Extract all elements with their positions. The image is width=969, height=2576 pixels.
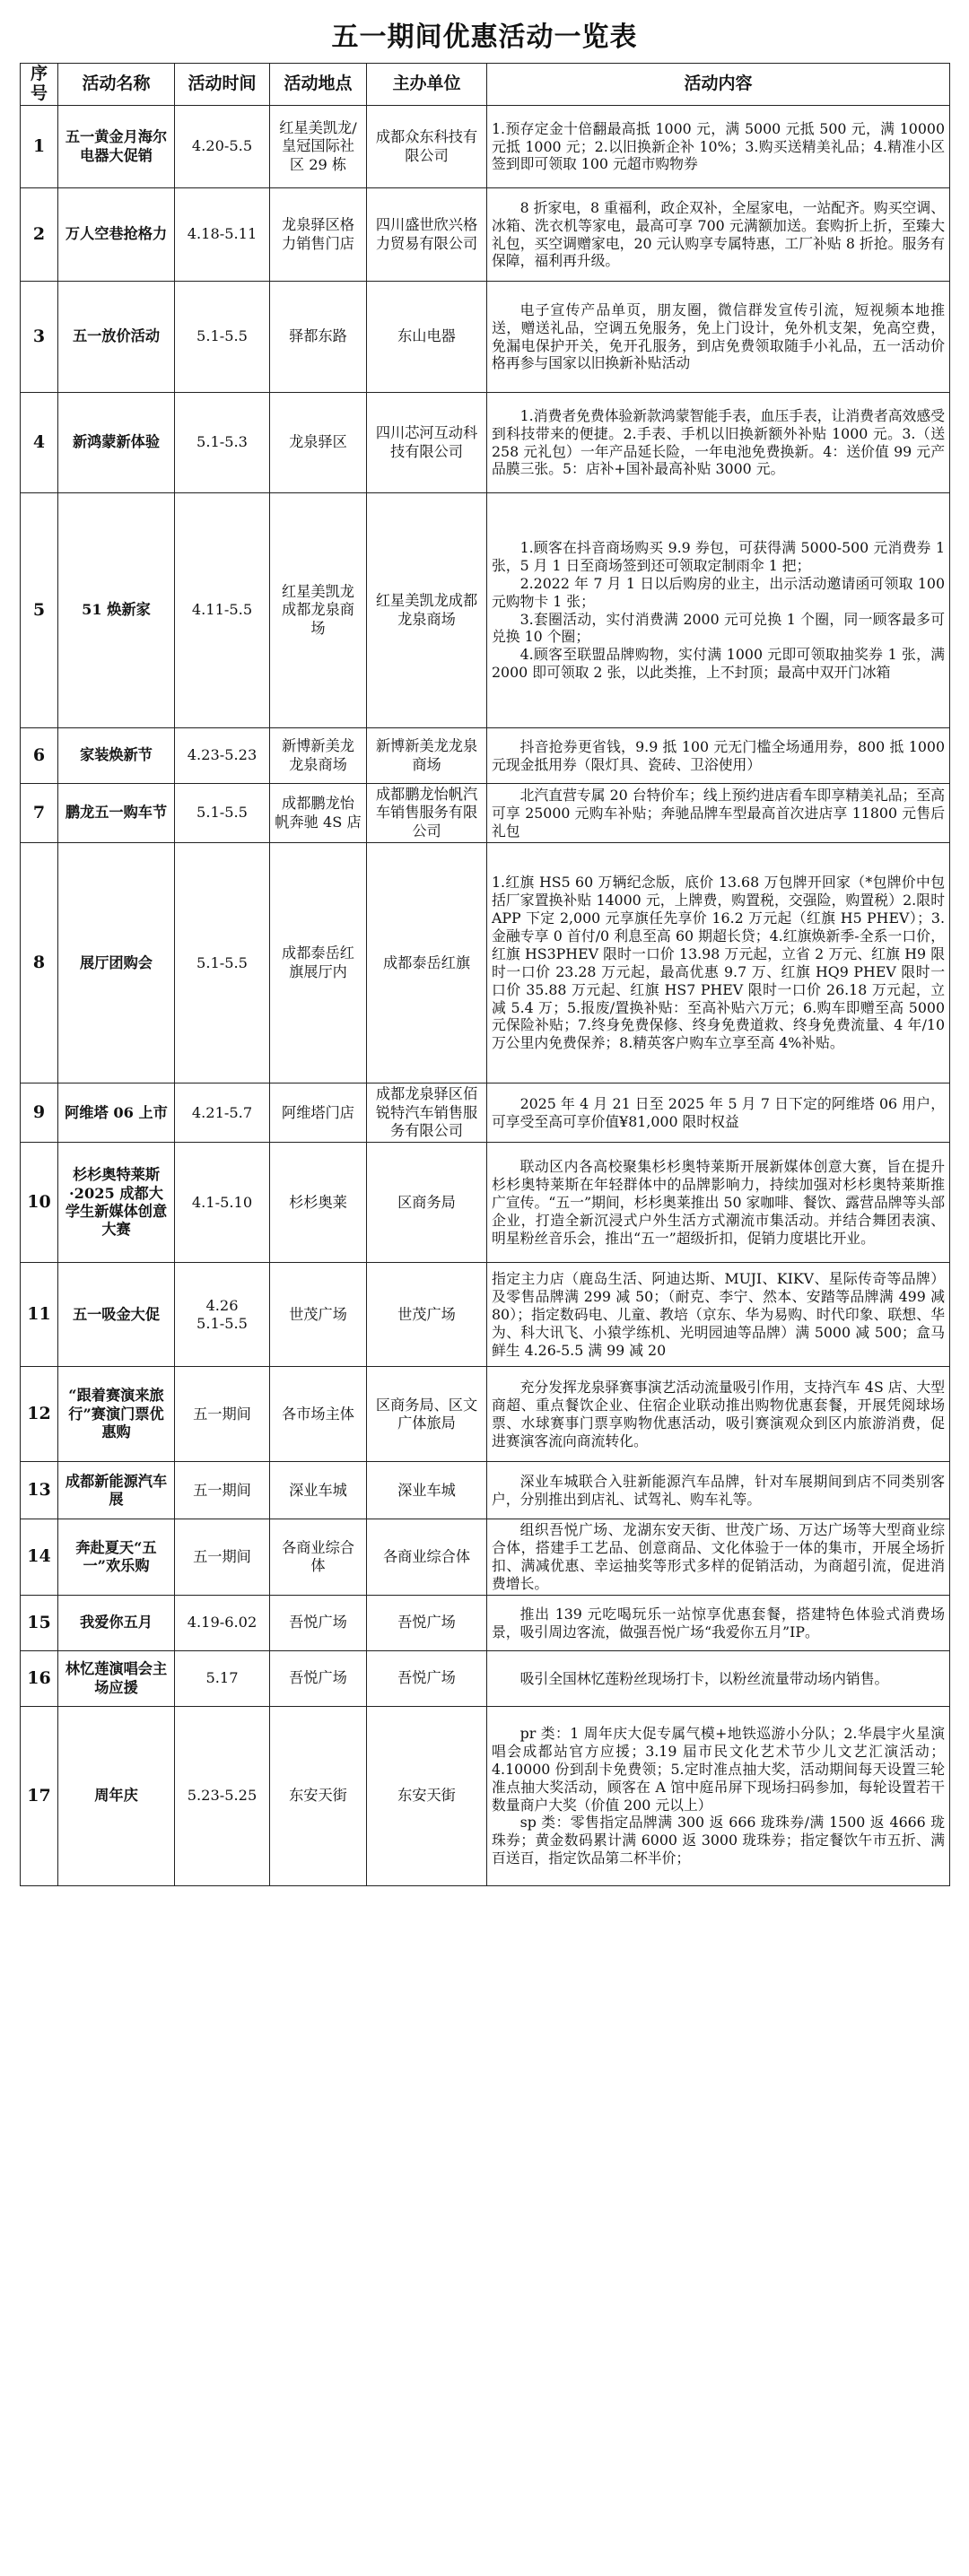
activity-organizer-text: 红星美凯龙成都龙泉商场 [375, 592, 478, 628]
row-number [21, 728, 58, 784]
activity-time-text: 5.23-5.25 [187, 1787, 258, 1805]
activity-name-text: 周年庆 [94, 1787, 138, 1805]
row-number [21, 1462, 58, 1519]
activity-content [487, 1367, 950, 1462]
table-row [21, 493, 950, 728]
table-row [21, 1519, 950, 1596]
activity-place [270, 1462, 367, 1519]
activity-organizer-text: 区商务局、区文广体旅局 [375, 1396, 478, 1432]
content-paragraph: 电子宣传产品单页，朋友圈，微信群发宣传引流，短视频本地推送，赠送礼品，空调五免服务，免上门设计，免外机支架，免高空费，免漏电保护开关，免开孔服务，到店免费领取随手小礼品，五一活动价格再参与国家以旧换新补贴活动 [492, 300, 945, 372]
content-paragraph: 充分发挥龙泉驿赛事演艺活动流量吸引作用，支持汽车 4S 店、大型商超、重点餐饮企业、住宿企业联动推出购物优惠套餐，开展凭阅球场票、水球赛事门票享购物优惠活动，吸引赛演观众到区内旅游消费，促进赛演客流向商流转化。 [492, 1379, 945, 1449]
activity-name-text: 五一放价活动 [72, 327, 161, 345]
row-number-text: 15 [27, 1612, 51, 1632]
activity-place [270, 1263, 367, 1367]
activity-time [175, 1263, 270, 1367]
activity-content [487, 1143, 950, 1263]
row-number [21, 1367, 58, 1462]
activity-name-text: 奔赴夏天“五一”欢乐购 [75, 1538, 157, 1575]
activity-name [58, 282, 175, 393]
activity-time-text: 4.21-5.7 [191, 1103, 253, 1121]
activity-time-text: 五一期间 [193, 1548, 251, 1566]
row-number-text: 5 [32, 599, 46, 620]
content-paragraph: 8 折家电，8 重福利，政企双补，全屋家电，一站配齐。购买空调、冰箱、洗衣机等家电，最高可享 700 元满额加送。套购折上折，至臻大礼包，买空调赠家电，20 元认购享专属特惠，工厂补贴 8 折抢。服务有保障，福利再升级。 [492, 198, 945, 270]
page-title: 五一期间优惠活动一览表 [331, 22, 638, 53]
activity-time [175, 1651, 270, 1707]
row-number-text: 8 [32, 952, 46, 972]
activity-time-text: 5.1-5.5 [196, 327, 248, 345]
table-row [21, 282, 950, 393]
activity-content [487, 1707, 950, 1886]
activity-organizer [367, 1462, 487, 1519]
activity-name [58, 106, 175, 188]
activity-name-text: 我爱你五月 [80, 1614, 153, 1632]
activity-time [175, 1143, 270, 1263]
row-number-text: 13 [27, 1479, 51, 1500]
activity-name-text: 五一黄金月海尔电器大促销 [65, 128, 168, 164]
activity-place-text: 成都泰岳红旗展厅内 [282, 944, 354, 980]
table-row [21, 1596, 950, 1651]
activity-name-text: 五一吸金大促 [72, 1305, 161, 1323]
content-paragraph: 2025 年 4 月 21 日至 2025 年 5 月 7 日下定的阿维塔 06 用户，可享受至高可享价值¥81,000 限时权益 [492, 1094, 945, 1130]
activity-organizer [367, 493, 487, 728]
promotion-table [20, 63, 950, 1886]
activity-organizer [367, 282, 487, 393]
activity-content [487, 1651, 950, 1707]
row-number [21, 784, 58, 843]
table-row [21, 728, 950, 784]
activity-place [270, 1367, 367, 1462]
activity-place-text: 阿维塔门店 [282, 1103, 354, 1121]
activity-organizer [367, 1651, 487, 1707]
activity-time [175, 493, 270, 728]
activity-name [58, 1083, 175, 1143]
activity-organizer [367, 1263, 487, 1367]
table-row [21, 1083, 950, 1143]
content-paragraph: 推出 139 元吃喝玩乐一站惊享优惠套餐，搭建特色体验式消费场景，吸引周边客流，做强吾悦广场“我爱你五月”IP。 [492, 1605, 945, 1640]
activity-content [487, 1596, 950, 1651]
activity-name-text: 展厅团购会 [80, 953, 153, 971]
activity-name-text: 林忆莲演唱会主场应援 [65, 1660, 168, 1696]
table-row [21, 1651, 950, 1707]
activity-place [270, 282, 367, 393]
activity-time [175, 1367, 270, 1462]
header-org: 主办单位 [367, 64, 487, 106]
activity-organizer-text: 新博新美龙龙泉商场 [375, 737, 478, 773]
content-paragraph: 1.红旗 HS5 60 万辆纪念版，底价 13.68 万包牌开回家（*包牌价中包括厂家置换补贴 14000 元，上牌费，购置税，交强险，购置税）2.限时 APP 下定 2,000 元享旗任先享价 16.2 万元起（红旗 H5 PHEV）；3.金融专享 0 首付/0 利息至高 60 期超长贷；4.红旗焕新季-全系一口价，红旗 HS3PHEV 限时一口价 13.98 万元起，立省 2 万元、红旗 H9 限时一口价 23.28 万元起，最高优惠 9.7 万、红旗 HQ9 PHEV 限时一口价 35.88 万元起、红旗 HS7 PHEV 限时一口价 26.18 万元起，立减 5.4 万；5.报废/置换补贴：至高补贴六万元；6.购车即赠至高 5000 元保险补贴；7.终身免费保修、终身免费道救、终身免费流量、4 年/10 万公里内免费保养；8.精英客户购车立享至高 4%补贴。 [492, 874, 945, 1052]
activity-time-text: 4.11-5.5 [191, 601, 253, 619]
row-number [21, 1707, 58, 1886]
activity-organizer [367, 1519, 487, 1596]
activity-place [270, 784, 367, 843]
activity-content [487, 1462, 950, 1519]
activity-organizer-text: 世茂广场 [397, 1305, 456, 1323]
activity-organizer [367, 1596, 487, 1651]
activity-content [487, 784, 950, 843]
content-paragraph: 北汽直营专属 20 台特价车；线上预约进店看车即享精美礼品；至高可享 25000 元购车补贴；奔驰品牌车型最高首次进店享 11800 元售后礼包 [492, 786, 945, 840]
activity-organizer-text: 成都鹏龙怡帆汽车销售服务有限公司 [375, 786, 478, 840]
row-number [21, 106, 58, 188]
activity-content [487, 393, 950, 493]
row-number-text: 2 [32, 223, 46, 244]
activity-name [58, 1367, 175, 1462]
row-number [21, 843, 58, 1083]
table-row [21, 843, 950, 1083]
activity-organizer [367, 843, 487, 1083]
content-paragraph: 吸引全国林忆莲粉丝现场打卡，以粉丝流量带动场内销售。 [519, 1669, 889, 1687]
activity-time-text: 五一期间 [193, 1405, 251, 1423]
row-number [21, 393, 58, 493]
content-paragraph: 指定主力店（鹿岛生活、阿迪达斯、MUJI、KIKV、星际传奇等品牌）及零售品牌满 299 减 50；（耐克、李宁、然本、安踏等品牌满 499 减 80）；指定数码电、儿童、教培（京东、华为易购、时代印象、联想、华为、科大讯飞、小猿学练机、光明园迪等品牌）满 5000 减 500；盒马鲜生 4.26-5.5 满 99 减 20 [492, 1270, 945, 1359]
activity-place-text: 各商业综合体 [282, 1538, 354, 1575]
row-number-text: 3 [32, 326, 46, 346]
activity-time [175, 728, 270, 784]
activity-content [487, 728, 950, 784]
activity-organizer-text: 成都众东科技有限公司 [375, 128, 478, 164]
row-number [21, 1263, 58, 1367]
activity-name-text: 成都新能源汽车展 [65, 1472, 168, 1508]
activity-time-text: 五一期间 [193, 1481, 251, 1499]
activity-place [270, 843, 367, 1083]
activity-name-text: 家装焕新节 [80, 746, 153, 764]
content-paragraph: pr 类：1 周年庆大促专属气模+地铁巡游小分队；2.华晨宇火星演唱会成都站官方应援；3.19 届市民文化艺术节少儿文艺汇演活动；4.10000 份到刮卡免费领；5.定时准点抽大奖，活动期间每天设置三轮准点抽大奖活动，顾客在 A 馆中庭吊屏下现场扫码参加，每轮设置若干数量商户大奖（价值 200 元以上） [492, 1724, 945, 1814]
row-number-text: 17 [27, 1785, 51, 1806]
activity-time-text: 4.26 5.1-5.5 [196, 1296, 248, 1332]
activity-content [487, 843, 950, 1083]
content-paragraph: 4.顾客至联盟品牌购物，实付满 1000 元即可领取抽奖券 1 张，满 2000 即可领取 2 张，以此类推，上不封顶；最高中双开门冰箱 [492, 646, 945, 682]
table-row [21, 1707, 950, 1886]
activity-name [58, 1462, 175, 1519]
activity-time [175, 393, 270, 493]
content-paragraph: 组织吾悦广场、龙湖东安天街、世茂广场、万达广场等大型商业综合体，搭建手工艺品、创意商品、文化体验于一体的集市，开展全场折扣、满减优惠、幸运抽奖等形式多样的促销活动，为商超引流，促进消费增长。 [492, 1521, 945, 1593]
activity-place-text: 吾悦广场 [289, 1614, 347, 1632]
activity-organizer [367, 1367, 487, 1462]
activity-organizer-text: 东山电器 [397, 327, 456, 345]
table-row [21, 106, 950, 188]
content-paragraph: 1.顾客在抖音商场购买 9.9 券包，可获得满 5000-500 元消费券 1 张，5 月 1 日至商场签到还可领取定制雨伞 1 把； [492, 538, 945, 574]
activity-time [175, 1083, 270, 1143]
activity-content [487, 1519, 950, 1596]
content-paragraph: 2.2022 年 7 月 1 日以后购房的业主，出示活动邀请函可领取 100 元购物卡 1 张； [492, 574, 945, 610]
activity-organizer-text: 四川盛世欣兴格力贸易有限公司 [375, 216, 478, 252]
activity-organizer-text: 区商务局 [397, 1193, 456, 1211]
row-number-text: 16 [27, 1667, 51, 1688]
activity-place-text: 杉杉奥莱 [289, 1193, 347, 1211]
activity-name-text: 51 焕新家 [82, 601, 151, 619]
row-number-text: 12 [27, 1403, 51, 1423]
activity-name-text: “跟着赛演来旅行”赛演门票优惠购 [68, 1387, 164, 1441]
activity-name [58, 728, 175, 784]
content-paragraph: 深业车城联合入驻新能源汽车品牌，针对车展期间到店不同类别客户，分别推出到店礼、试驾礼、购车礼等。 [492, 1473, 945, 1508]
activity-place [270, 1596, 367, 1651]
row-number-text: 9 [32, 1101, 46, 1122]
content-paragraph: 联动区内各高校聚集杉杉奥特莱斯开展新媒体创意大赛，旨在提升杉杉奥特莱斯在年轻群体中的品牌影响力，持续加强对杉杉奥特莱斯推广宣传。“五一”期间，杉杉奥莱推出 50 家咖啡、餐饮、露营品牌等头部企业，打造全新沉浸式户外生活方式潮流市集活动。并结合舞团表演、明星粉丝音乐会，推出“五一”超级折扣，促销力度堪比开业。 [492, 1158, 945, 1247]
content-paragraph: 抖音抢券更省钱，9.9 抵 100 元无门槛全场通用券，800 抵 1000 元现金抵用券（限灯具、瓷砖、卫浴使用） [492, 737, 946, 773]
header-place: 活动地点 [270, 64, 367, 106]
row-number-text: 4 [32, 431, 46, 452]
activity-organizer-text: 深业车城 [397, 1481, 456, 1499]
activity-place-text: 深业车城 [289, 1481, 347, 1499]
activity-place [270, 1083, 367, 1143]
activity-organizer-text: 吾悦广场 [397, 1669, 456, 1687]
activity-time [175, 1596, 270, 1651]
activity-place-text: 各市场主体 [282, 1405, 354, 1423]
content-paragraph: sp 类：零售指定品牌满 300 返 666 珑珠券/满 1500 返 4666 珑珠券；黄金数码累计满 6000 返 3000 珑珠券；指定餐饮午市五折、满百送百，指定饮品第二杯半价； [492, 1814, 945, 1867]
activity-time-text: 5.1-5.5 [196, 953, 248, 971]
activity-place-text: 驿都东路 [289, 327, 347, 345]
activity-organizer [367, 1083, 487, 1143]
content-paragraph: 1.消费者免费体验新款鸿蒙智能手表，血压手表，让消费者高效感受到科技带来的便捷。2.手表、手机以旧换新额外补贴 1000 元。3.（送 258 元礼包）一年产品延长险，一年电池免费换新。4：送价值 99 元产品膜三张。5：店补+国补最高补贴 3000 元。 [492, 406, 945, 478]
activity-place-text: 东安天街 [289, 1787, 347, 1805]
table-row [21, 188, 950, 282]
activity-organizer-text: 各商业综合体 [382, 1548, 471, 1566]
activity-time [175, 282, 270, 393]
activity-time [175, 1519, 270, 1596]
table-row [21, 1367, 950, 1462]
content-paragraph: 1.预存定金十倍翻最高抵 1000 元，满 5000 元抵 500 元，满 10000 元抵 1000 元；2.以旧换新企补 10%；3.购买送精美礼品；4.精准小区签到即可领取 100 元超市购物券 [492, 119, 945, 173]
activity-place-text: 世茂广场 [289, 1305, 347, 1323]
activity-place-text: 龙泉驿区 [289, 433, 347, 451]
activity-name [58, 784, 175, 843]
activity-name [58, 188, 175, 282]
header-name: 活动名称 [58, 64, 175, 106]
activity-organizer [367, 393, 487, 493]
row-number-text: 7 [32, 802, 46, 822]
activity-place-text: 红星美凯龙/皇冠国际社区 29 栋 [279, 118, 357, 173]
row-number [21, 1596, 58, 1651]
activity-organizer-text: 东安天街 [397, 1787, 456, 1805]
row-number-text: 14 [27, 1546, 51, 1567]
activity-time [175, 784, 270, 843]
activity-name [58, 1651, 175, 1707]
row-number [21, 1143, 58, 1263]
row-number [21, 188, 58, 282]
activity-place-text: 吾悦广场 [289, 1669, 347, 1687]
activity-place-text: 红星美凯龙成都龙泉商场 [282, 582, 354, 637]
row-number-text: 1 [32, 135, 46, 156]
header-no: 序号 [21, 64, 58, 106]
activity-name-text: 鹏龙五一购车节 [65, 804, 168, 822]
activity-organizer [367, 188, 487, 282]
activity-time [175, 1462, 270, 1519]
activity-organizer-text: 四川芯河互动科技有限公司 [375, 424, 478, 460]
activity-name-text: 杉杉奥特莱斯·2025 成都大学生新媒体创意大赛 [65, 1166, 168, 1239]
activity-time-text: 4.20-5.5 [191, 137, 253, 155]
activity-time-text: 5.1-5.5 [196, 804, 248, 822]
activity-place-text: 新博新美龙龙泉商场 [282, 737, 354, 773]
activity-name [58, 1707, 175, 1886]
activity-time-text: 4.23-5.23 [187, 746, 258, 764]
activity-name [58, 493, 175, 728]
activity-name [58, 1143, 175, 1263]
activity-content [487, 1083, 950, 1143]
row-number-text: 6 [32, 744, 46, 765]
activity-time-text: 4.19-6.02 [187, 1614, 258, 1632]
table-row [21, 784, 950, 843]
activity-organizer-text: 吾悦广场 [397, 1614, 456, 1632]
activity-organizer [367, 1707, 487, 1886]
activity-time-text: 5.17 [205, 1669, 239, 1687]
activity-content [487, 106, 950, 188]
row-number [21, 493, 58, 728]
activity-name [58, 1263, 175, 1367]
row-number [21, 282, 58, 393]
activity-organizer [367, 1143, 487, 1263]
activity-time [175, 106, 270, 188]
row-number [21, 1651, 58, 1707]
activity-name-text: 新鸿蒙新体验 [72, 433, 161, 451]
table-row [21, 1143, 950, 1263]
activity-place [270, 1519, 367, 1596]
activity-organizer [367, 784, 487, 843]
activity-time [175, 188, 270, 282]
header-time: 活动时间 [175, 64, 270, 106]
activity-place-text: 成都鹏龙怡帆奔驰 4S 店 [275, 795, 362, 831]
activity-place [270, 393, 367, 493]
row-number [21, 1083, 58, 1143]
activity-organizer-text: 成都龙泉驿区佰锐特汽车销售服务有限公司 [375, 1085, 478, 1140]
activity-time-text: 4.18-5.11 [187, 225, 258, 243]
activity-name [58, 1596, 175, 1651]
header-content: 活动内容 [487, 64, 950, 106]
activity-place [270, 1707, 367, 1886]
activity-content [487, 1263, 950, 1367]
activity-name-text: 阿维塔 06 上市 [65, 1103, 168, 1121]
table-row [21, 393, 950, 493]
table-header-row [21, 64, 950, 106]
activity-place [270, 106, 367, 188]
activity-place [270, 1143, 367, 1263]
activity-place [270, 728, 367, 784]
activity-content [487, 493, 950, 728]
activity-organizer [367, 728, 487, 784]
activity-name-text: 万人空巷抢格力 [65, 225, 168, 243]
activity-organizer-text: 成都泰岳红旗 [382, 953, 471, 971]
activity-content [487, 282, 950, 393]
activity-place [270, 188, 367, 282]
activity-time-text: 5.1-5.3 [196, 433, 248, 451]
row-number-text: 11 [27, 1303, 51, 1324]
activity-place-text: 龙泉驿区格力销售门店 [282, 216, 354, 252]
activity-time [175, 843, 270, 1083]
activity-name [58, 393, 175, 493]
activity-name [58, 1519, 175, 1596]
activity-content [487, 188, 950, 282]
activity-organizer [367, 106, 487, 188]
table-row [21, 1263, 950, 1367]
activity-time [175, 1707, 270, 1886]
activity-place [270, 1651, 367, 1707]
content-paragraph: 3.套圈活动，实付消费满 2000 元可兑换 1 个圈，同一顾客最多可兑换 10 个圈； [492, 610, 945, 646]
table-row [21, 1462, 950, 1519]
row-number-text: 10 [27, 1191, 51, 1212]
row-number [21, 1519, 58, 1596]
activity-time-text: 4.1-5.10 [191, 1193, 253, 1211]
activity-place [270, 493, 367, 728]
activity-name [58, 843, 175, 1083]
